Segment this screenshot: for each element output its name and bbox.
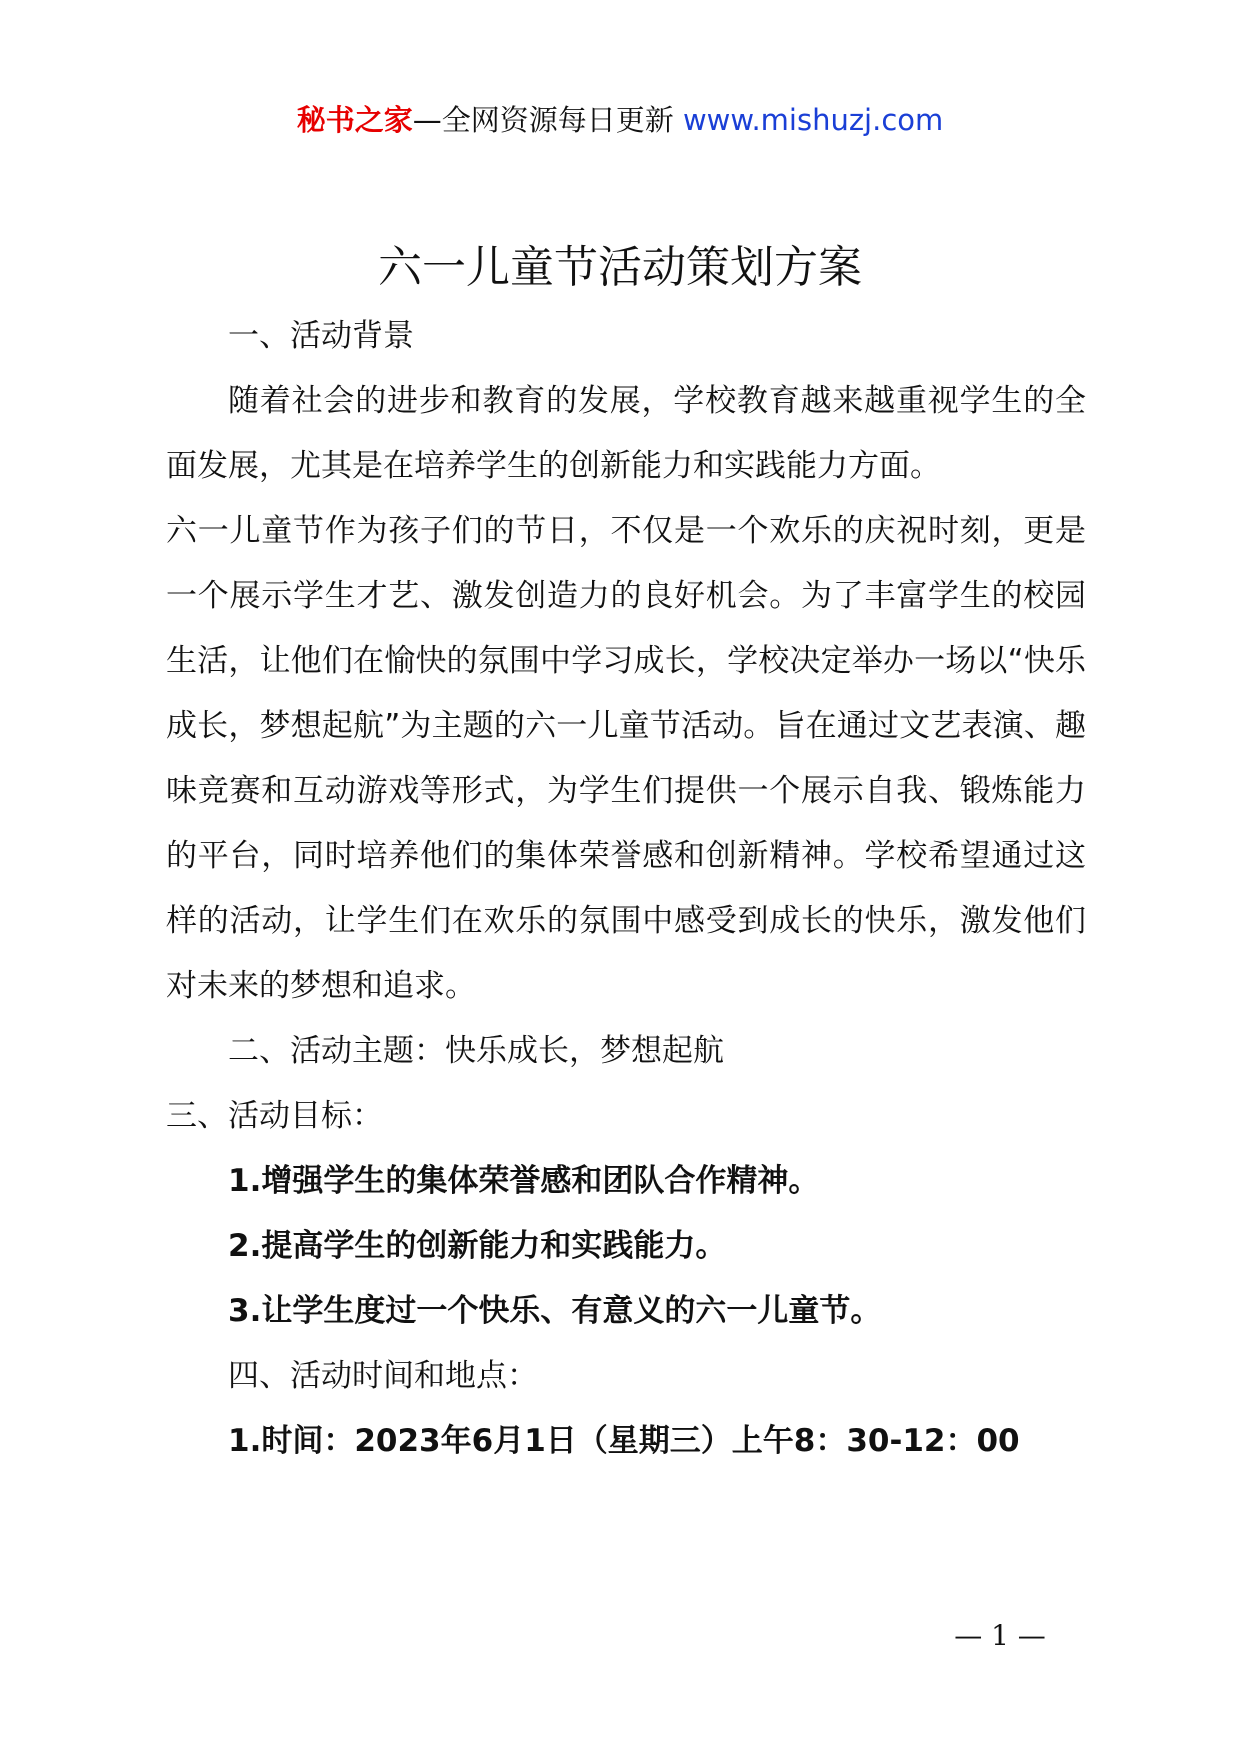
paragraph-background-detail: 六一儿童节作为孩子们的节日，不仅是一个欢乐的庆祝时刻，更是一个展示学生才艺、激发创造力的良好机会。为了丰富学生的校园生活，让他们在愉快的氛围中学习成长，学校决定举办一场以“快乐成长，梦想起航”为主题的六一儿童节活动。旨在通过文艺表演、趣味竞赛和互动游戏等形式，为学生们提供一个展示自我、锻炼能力的平台，同时培养他们的集体荣誉感和创新精神。学校希望通过这样的活动，让学生们在欢乐的氛围中感受到成长的快乐，激发他们对未来的梦想和追求。 [166,513,1086,1004]
section-heading-theme: 二、活动主题：快乐成长，梦想起航 [228,1033,724,1069]
header-brand: 秘书之家 [296,103,413,137]
paragraph-background-intro: 随着社会的进步和教育的发展，学校教育越来越重视学生的全面发展，尤其是在培养学生的创新能力和实践能力方面。 [166,383,1086,484]
document-title: 六一儿童节活动策划方案 [378,242,862,293]
document-body [166,304,1086,1474]
site-header [0,100,1240,140]
page-number: — 1 — [954,1619,1046,1652]
goal-item-1: 1.增强学生的集体荣誉感和团队合作精神。 [228,1163,820,1199]
section-heading-background: 一、活动背景 [228,318,414,354]
header-tagline: —全网资源每日更新 [412,103,683,137]
header-url[interactable]: www.mishuzj.com [682,103,944,137]
goal-item-2: 2.提高学生的创新能力和实践能力。 [228,1228,727,1264]
time-item: 1.时间：2023年6月1日（星期三）上午8：30-12：00 [228,1423,1020,1459]
section-heading-time-place: 四、活动时间和地点： [228,1358,538,1394]
section-heading-goals: 三、活动目标： [166,1098,383,1134]
goal-item-3: 3.让学生度过一个快乐、有意义的六一儿童节。 [228,1293,882,1329]
